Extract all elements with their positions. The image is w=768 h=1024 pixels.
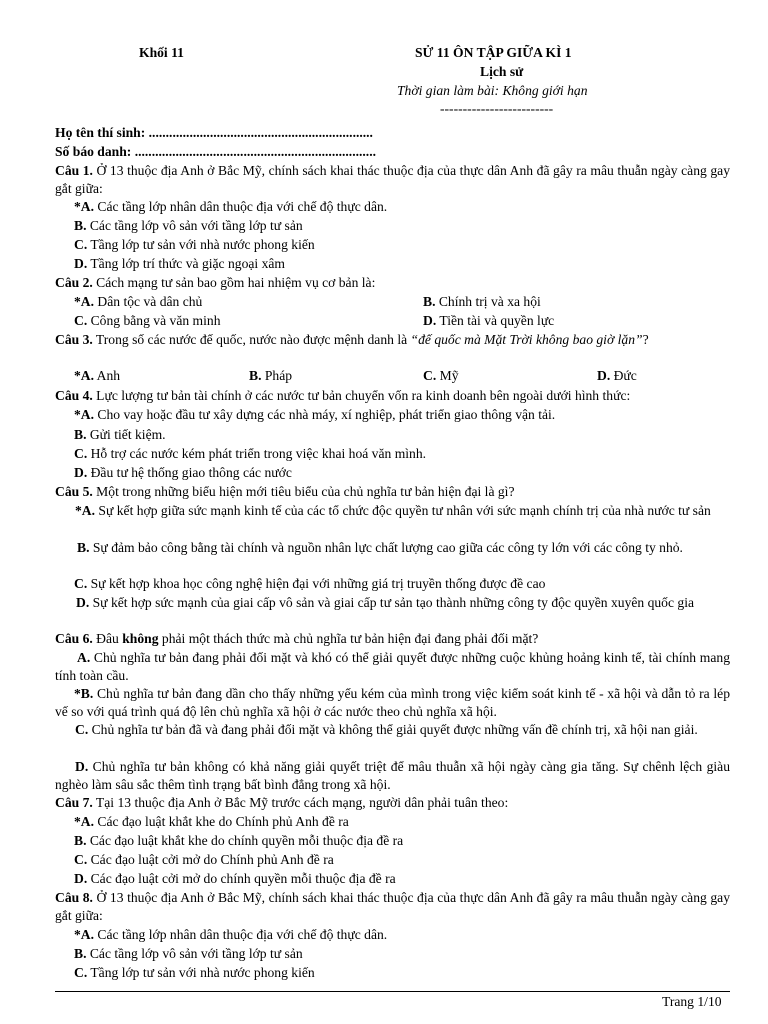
option-key: C. (74, 313, 88, 328)
option-text: Tầng lớp trí thức và giặc ngoại xâm (87, 256, 285, 271)
option-key: *B. (74, 686, 94, 701)
question-text: Lực lượng tư bản tài chính ở các nước tư bản chuyển vốn ra kinh doanh bên ngoài dưới hình thức: (92, 388, 631, 403)
q1-option-d (74, 255, 285, 273)
option-key: D. (423, 313, 437, 328)
question-1 (55, 162, 730, 199)
q4-option-b (74, 426, 166, 444)
question-text: Một trong những biểu hiện mới tiêu biểu của chủ nghĩa tư bản hiện đại là gì? (92, 484, 515, 499)
question-label: Câu 1. (55, 163, 93, 178)
question-label: Câu 2. (55, 275, 93, 290)
option-key: *A. (75, 503, 96, 518)
q8-option-b (74, 945, 303, 963)
q7-option-c (74, 851, 334, 869)
exam-title: SỬ 11 ÔN TẬP GIỮA KÌ 1 (415, 45, 572, 60)
question-text-end: ? (642, 332, 649, 347)
option-text: Hỗ trợ các nước kém phát triển trong việc khai hoá văn mình. (87, 446, 427, 461)
option-text: Chủ nghĩa tư bản đã và đang phải đối mặt và không thể giải quyết được những vấn đề chính trị, xã hội nan giải. (88, 722, 698, 737)
q4-option-a (74, 406, 555, 424)
option-text: Chủ nghĩa tư bản không có khả năng giải quyết triệt để mâu thuẫn xã hội ngày càng gia tăng. Sự chênh lệch giàu nghèo làm sâu sắc thêm tình trạng bất bình đẳng trong xã hội. (55, 759, 730, 793)
q6-option-b (55, 685, 730, 722)
option-key: C. (74, 576, 88, 591)
q6-option-d (55, 758, 730, 795)
question-text: Ở 13 thuộc địa Anh ở Bắc Mỹ, chính sách khai thác thuộc địa của thực dân Anh đã gây ra mâu thuẫn ngày càng gay gắt giữa: (55, 890, 730, 924)
option-key: *A. (74, 199, 95, 214)
q2-option-c (74, 312, 221, 330)
question-text: Ở 13 thuộc địa Anh ở Bắc Mỹ, chính sách khai thác thuộc địa của thực dân Anh đã gây ra mâu thuẫn ngày càng gay gắt giữa: (55, 163, 730, 197)
option-key: *A. (74, 814, 95, 829)
option-key: D. (76, 595, 90, 610)
option-text: Các tầng lớp nhân dân thuộc địa với chế độ thực dân. (94, 927, 388, 942)
option-text: Các đạo luật khắt khe do chính quyền mỗi thuộc địa đề ra (86, 833, 404, 848)
q5-option-c (74, 575, 545, 593)
q4-option-d (74, 464, 292, 482)
option-key: C. (74, 446, 88, 461)
option-text: Đầu tư hệ thống giao thông các nước (87, 465, 292, 480)
header-separator: ------------------------- (440, 101, 554, 116)
q2-option-a (74, 293, 202, 311)
question-6 (55, 630, 538, 648)
question-5 (55, 483, 515, 501)
option-text: Anh (94, 368, 121, 383)
option-key: *A. (74, 927, 95, 942)
option-text: Chủ nghĩa tư bản đang dần cho thấy những yếu kém của mình trong việc kiểm soát kinh tế - xã hội và dẫn tỏ ra lép vế so với quá trình quá độ lên chủ nghĩa xã hội ở các nước theo chủ nghĩa xã hội. (55, 686, 730, 720)
q6-option-a (55, 649, 730, 686)
option-key: C. (423, 368, 437, 383)
question-label: Câu 3. (55, 332, 93, 347)
question-text-end: phải một thách thức mà chủ nghĩa tư bản hiện đại đang phải đối mặt? (158, 631, 539, 646)
option-text: Sự kết hợp giữa sức mạnh kinh tế của các tổ chức độc quyền tư nhân với sức mạnh chính trị của nhà nước tư sản (95, 503, 711, 518)
student-name-field: Họ tên thí sinh: .................................................................. (55, 125, 373, 140)
q3-option-d (597, 367, 637, 385)
option-text: Sự kết hợp sức mạnh của giai cấp vô sản và giai cấp tư sản tạo thành những công ty độc quyền xuyên quốc gia (89, 595, 695, 610)
q3-option-c (423, 367, 459, 385)
q4-option-c (74, 445, 426, 463)
question-label: Câu 8. (55, 890, 93, 905)
option-text: Cho vay hoặc đầu tư xây dựng các nhà máy, xí nghiệp, phát triển giao thông vận tải. (94, 407, 556, 422)
option-text: Sự đảm bảo công bằng tài chính và nguồn nhân lực chất lượng cao giữa các công ty lớn với các công ty nhỏ. (89, 540, 683, 555)
option-text: Các đạo luật khắt khe do Chính phủ Anh đề ra (94, 814, 349, 829)
q5-option-d (55, 594, 730, 612)
q1-option-b (74, 217, 303, 235)
option-text: Các tầng lớp vô sản với tầng lớp tư sản (86, 218, 303, 233)
q7-option-b (74, 832, 403, 850)
question-text: Tại 13 thuộc địa Anh ở Bắc Mỹ trước cách mạng, người dân phải tuân theo: (92, 795, 509, 810)
question-4 (55, 387, 630, 405)
q3-option-a (74, 367, 120, 385)
option-text: Tầng lớp tư sản với nhà nước phong kiến (87, 965, 315, 980)
option-text: Pháp (261, 368, 293, 383)
option-text: Mỹ (436, 368, 459, 383)
footer-divider (55, 991, 730, 992)
page-number: Trang 1/10 (662, 994, 722, 1009)
duration-label: Thời gian làm bài: Không giới hạn (397, 83, 588, 98)
q7-option-d (74, 870, 396, 888)
question-label: Câu 7. (55, 795, 93, 810)
option-key: D. (74, 871, 88, 886)
option-key: B. (249, 368, 262, 383)
q3-option-b (249, 367, 292, 385)
question-text: Cách mạng tư sản bao gồm hai nhiệm vụ cơ bản là: (92, 275, 376, 290)
option-key: B. (74, 427, 87, 442)
q5-option-b (55, 539, 730, 557)
q8-option-c (74, 964, 315, 982)
option-text: Các đạo luật cởi mở do chính quyền mỗi thuộc địa đề ra (87, 871, 396, 886)
option-key: B. (74, 833, 87, 848)
question-8 (55, 889, 730, 926)
option-text: Các đạo luật cởi mở do Chính phủ Anh đề ra (87, 852, 334, 867)
question-emphasis: không (122, 631, 159, 646)
option-key: *A. (74, 294, 95, 309)
option-text: Tầng lớp tư sản với nhà nước phong kiến (87, 237, 315, 252)
student-id-field: Số báo danh: ....................................................................... (55, 144, 376, 159)
option-key: C. (74, 965, 88, 980)
option-key: D. (75, 759, 89, 774)
q1-option-a (74, 198, 387, 216)
option-key: C. (74, 852, 88, 867)
q2-option-b (423, 293, 541, 311)
question-7 (55, 794, 508, 812)
q7-option-a (74, 813, 349, 831)
q2-option-d (423, 312, 554, 330)
q5-option-a (55, 502, 730, 520)
option-key: D. (74, 465, 88, 480)
option-text: Các tầng lớp vô sản với tầng lớp tư sản (86, 946, 303, 961)
option-key: *A. (74, 407, 95, 422)
option-key: *A. (74, 368, 95, 383)
option-key: B. (423, 294, 436, 309)
option-key: B. (74, 218, 87, 233)
option-text: Đức (610, 368, 637, 383)
option-text: Các tầng lớp nhân dân thuộc địa với chế độ thực dân. (94, 199, 388, 214)
option-text: Dân tộc và dân chủ (94, 294, 203, 309)
option-text: Chủ nghĩa tư bản đang phải đối mặt và khó có thể giải quyết được những cuộc khủng hoảng kinh tế, tài chính mang tính toàn cầu. (55, 650, 730, 684)
question-label: Câu 5. (55, 484, 93, 499)
option-text: Chính trị và xa hội (435, 294, 541, 309)
q1-option-c (74, 236, 315, 254)
question-label: Câu 4. (55, 388, 93, 403)
q6-option-c (55, 721, 730, 739)
option-text: Công bằng và văn minh (87, 313, 221, 328)
question-quote: “đế quốc mà Mặt Trời không bao giờ lặn” (410, 332, 643, 347)
option-key: B. (74, 946, 87, 961)
option-text: Gửi tiết kiệm. (86, 427, 166, 442)
question-label: Câu 6. (55, 631, 93, 646)
option-key: B. (77, 540, 90, 555)
q8-option-a (74, 926, 387, 944)
option-key: D. (597, 368, 611, 383)
question-2 (55, 274, 375, 292)
question-text: Trong số các nước đế quốc, nước nào được mệnh danh là (92, 332, 411, 347)
option-key: C. (75, 722, 89, 737)
option-text: Sự kết hợp khoa học công nghệ hiện đại với những giá trị truyền thống được đề cao (87, 576, 546, 591)
option-key: D. (74, 256, 88, 271)
option-key: C. (74, 237, 88, 252)
question-3 (55, 331, 730, 349)
question-text: Đâu (92, 631, 123, 646)
option-key: A. (77, 650, 91, 665)
grade-label: Khối 11 (139, 45, 184, 60)
option-text: Tiền tài và quyền lực (436, 313, 555, 328)
subject-label: Lịch sử (480, 64, 524, 79)
